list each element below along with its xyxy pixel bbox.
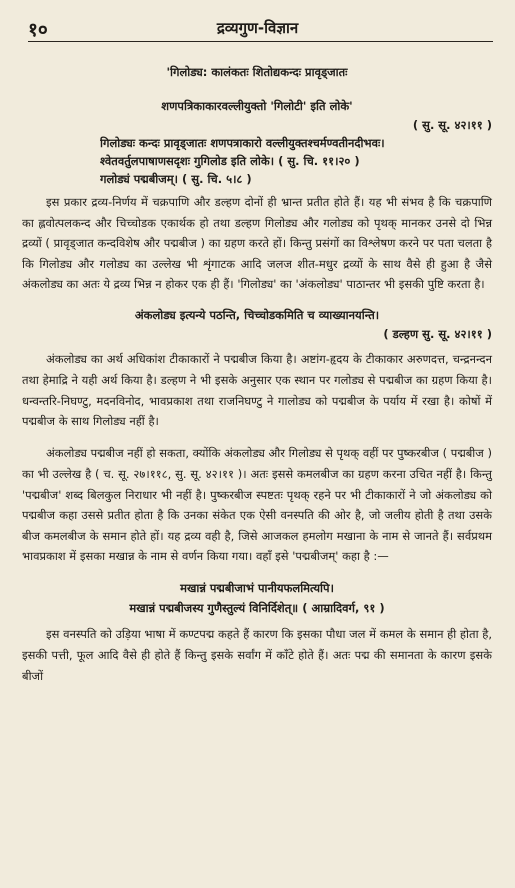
verse-reference: ( सु. सू. ४२।११ ) (412, 118, 492, 132)
header-rule (28, 41, 493, 42)
quote-line: अंकलोड्य इत्यन्ये पठन्ति, चिच्चोडकमिति च व्याख्यानयन्ति। (134, 308, 380, 323)
verse-line: मखान्नं पद्मबीजस्य गुणैस्तुल्यं विनिर्दिशेत्॥ ( आम्रादिवर्ग, ९१ ) (129, 601, 385, 616)
verse-line: मखान्नं पद्मबीजाभं पानीयफलमित्यपि। (180, 581, 334, 596)
running-title: द्रव्यगुण-विज्ञान (216, 19, 299, 37)
quote-reference: ( डल्हण सु. सू. ४२।११ ) (383, 327, 492, 342)
gloss-line: गिलोड्यः कन्दः प्रावृड्जातः शणपत्राकारो वल्लीयुक्तश्चर्मण्वतीनदीभवः। (100, 136, 385, 150)
paragraph: इस वनस्पति को उड़िया भाषा में कण्टपद्म कहते हैं कारण कि इसका पौधा जल में कमल के समान ही होता है, इसकी पत्ती, फूल आदि वैसे ही होते हैं किन्तु इसके सर्वांग में काँटे होते हैं। अतः पद्म की समानता के कारण इसके बीजों (22, 627, 492, 683)
paragraph: इस प्रकार द्रव्य-निर्णय में चक्रपाणि और डल्हण दोनों ही भ्रान्त प्रतीत होते हैं। यह भी संभव है कि चक्रपाणि का ह्लवोत्पलकन्द और चिच्चोडक एकार्थक हो तथा डल्हण गिलोड्य और गलोड्य को पृथक् मानकर उनसे दो भिन्न द्रव्यों ( प्रावृड्जात कन्दविशेष और पद्मबीज ) का ग्रहण करते हों। किन्तु प्रसंगों का विश्लेषण करने पर पता चलता है कि गिलोड्य और गलोड्य का उल्लेख भी शृंगाटक आदि जलज शीत-मधुर द्रव्यों के साथ वैसे ही हुआ है जैसे अंकलोड्य का अतः ये द्रव्य भिन्न न होकर एक ही हैं। 'गिलोड्य' का 'अंकलोड्य' पाठान्तर भी इसकी पुष्टि करता है। (22, 195, 492, 292)
gloss-line: श्वेतवर्तुलपाषाणसदृशः गुगिलोड इति लोके। ( सु. चि. ११।२० ) (100, 154, 360, 168)
page-number: १० (28, 19, 48, 41)
gloss-line: गलोड्यं पद्मबीजम्। ( सु. चि. ५।८ ) (100, 172, 252, 186)
paragraph: अंकलोड्य का अर्थ अधिकांश टीकाकारों ने पद्मबीज किया है। अष्टांग-हृदय के टीकाकार अरुणदत्त, चन्द्रनन्दन तथा हेमाद्रि ने यही अर्थ किया है। डल्हण ने भी इसके अनुसार एक स्थान पर गलोड्य से पद्मबीज का ग्रहण किया है। धन्वन्तरि-निघण्टु, मदनविनोद, भावप्रकाश तथा राजनिघण्टु ने गालोड्य को पद्मबीज के पर्याय में रखा है। कोषों में पद्मबीज के साथ गिलोड्य नहीं है। (22, 352, 492, 429)
page-header (0, 16, 515, 40)
verse-line: शणपत्रिकाकारवल्लीयुक्तो 'गिलोटी' इति लोके' (161, 99, 353, 113)
page-content (22, 48, 492, 698)
verse-line: 'गिलोड्य: कालंकतः शितोद्यकन्दः प्रावृड्जातः (166, 65, 348, 79)
paragraph: अंकलोड्य पद्मबीज नहीं हो सकता, क्योंकि अंकलोड्य और गिलोड्य से पृथक् वहीं पर पुष्करबीज ( पद्मबीज ) का भी उल्लेख है ( च. सू. २७।११८, सु. सू. ४२।११ )। अतः इससे कमलबीज का ग्रहण करना उचित नहीं है। किन्तु 'पद्मबीज' शब्द बिलकुल निराधार भी नहीं है। पुष्करबीज स्पष्टतः पृथक् रहने पर भी टीकाकारों ने जो अंकलोड्य को पद्मबीज कहा उससे प्रतीत होता है कि उनका संकेत एक ऐसी वनस्पति की ओर है, जो जलीय होती है तथा उसके बीज कमलबीज के समान होते हों। यह द्रव्य वही है, जिसे आजकल हमलोग मखाना के नाम से जानते हैं। सर्वप्रथम भावप्रकाश में इसका मखान्न के नाम से वर्णन किया गया। वहाँ इसे 'पद्मबीजम्' कहा है :— (22, 446, 492, 564)
